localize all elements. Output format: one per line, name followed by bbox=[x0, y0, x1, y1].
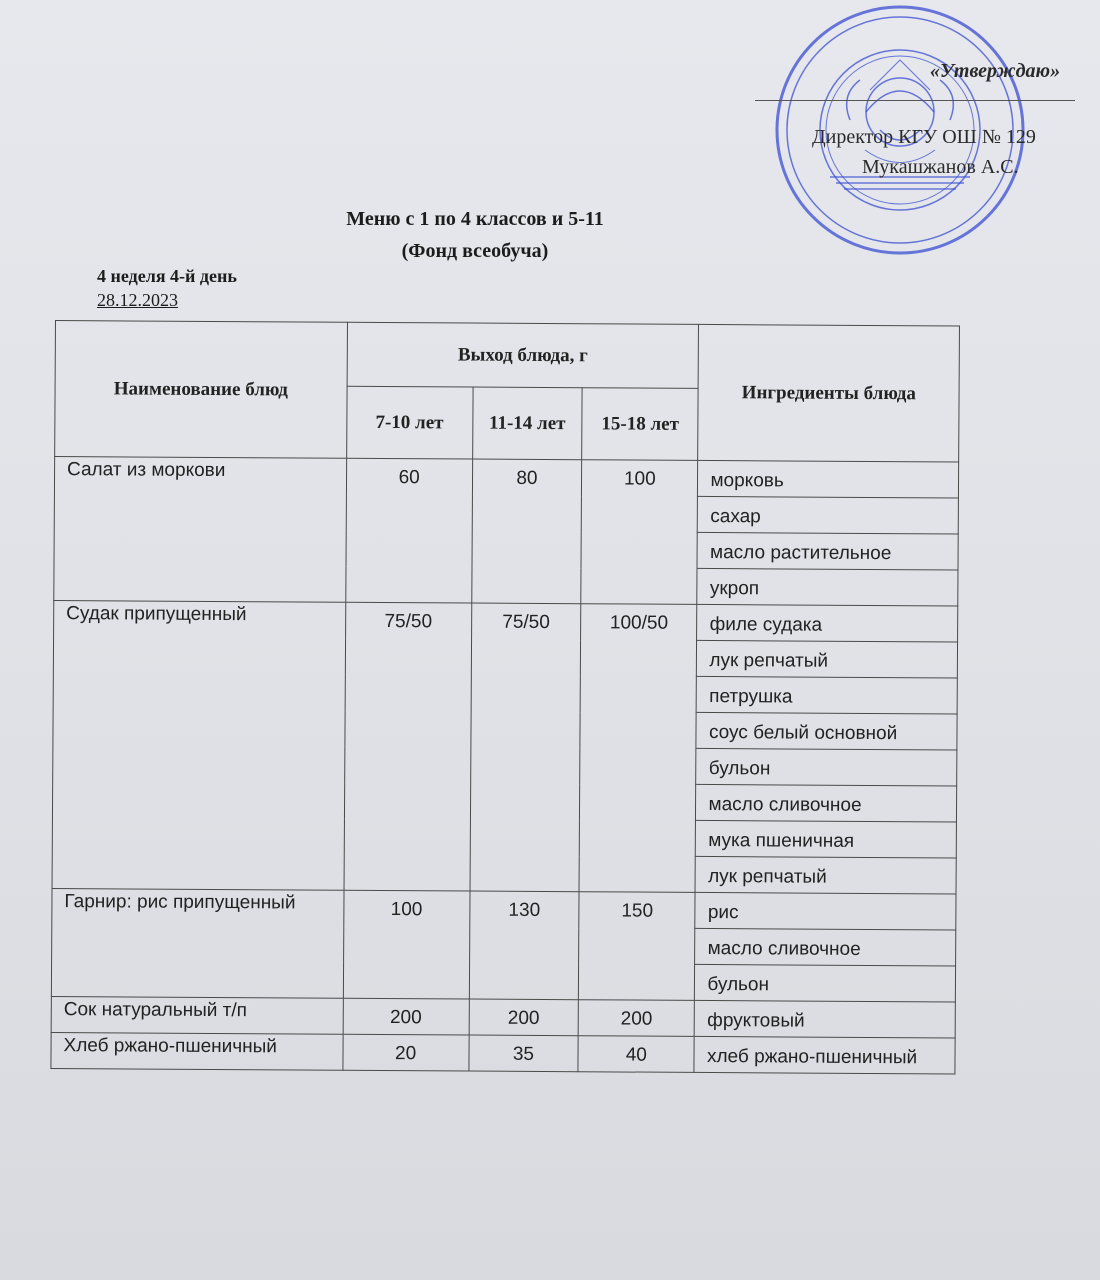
dish-name: Сок натуральный т/п bbox=[51, 996, 343, 1034]
output-15-18: 100 bbox=[581, 460, 698, 605]
header-dish-name: Наименование блюд bbox=[55, 321, 347, 459]
ingredient-cell: масло растительное bbox=[697, 532, 958, 570]
ingredient-cell: сахар bbox=[698, 496, 959, 534]
dish-name: Судак припущенный bbox=[52, 600, 345, 890]
approval-signature-line bbox=[755, 100, 1075, 101]
week-day-label: 4 неделя 4-й день bbox=[97, 266, 237, 286]
table-row bbox=[51, 996, 955, 1038]
ingredient-cell: соус белый основной bbox=[696, 712, 957, 750]
approval-position: Директор КГУ ОШ № 129 bbox=[812, 126, 1036, 148]
ingredient-cell: фруктовый bbox=[695, 1000, 956, 1038]
header-output: Выход блюда, г bbox=[347, 322, 699, 388]
ingredient-cell: бульон bbox=[695, 964, 956, 1002]
output-7-10: 20 bbox=[343, 1034, 469, 1071]
output-11-14: 200 bbox=[469, 999, 579, 1036]
output-15-18: 150 bbox=[579, 892, 696, 1001]
output-11-14: 35 bbox=[469, 1035, 579, 1072]
table-row bbox=[54, 457, 958, 499]
output-11-14: 80 bbox=[471, 459, 581, 604]
table-row bbox=[52, 888, 956, 930]
ingredient-cell: укроп bbox=[697, 568, 958, 606]
header-ingredients: Ингредиенты блюда bbox=[698, 324, 959, 462]
output-7-10: 60 bbox=[345, 458, 472, 603]
output-7-10: 200 bbox=[343, 998, 469, 1035]
table-header-row bbox=[55, 321, 959, 391]
ingredient-cell: масло сливочное bbox=[696, 784, 957, 822]
menu-date: 28.12.2023 bbox=[97, 290, 178, 310]
output-15-18: 100/50 bbox=[579, 604, 697, 893]
output-15-18: 40 bbox=[578, 1036, 695, 1073]
output-7-10: 100 bbox=[343, 890, 470, 999]
header-age-7-10: 7-10 лет bbox=[346, 386, 472, 459]
table-row bbox=[51, 1032, 955, 1074]
ingredient-cell: петрушка bbox=[697, 676, 958, 714]
ingredient-cell: лук репчатый bbox=[695, 856, 956, 894]
ingredient-cell: рис bbox=[695, 892, 956, 930]
ingredient-cell: морковь bbox=[698, 460, 959, 498]
dish-name: Салат из моркови bbox=[54, 457, 346, 603]
output-11-14: 130 bbox=[469, 891, 579, 1000]
table-row bbox=[54, 600, 958, 642]
dish-name: Хлеб ржано-пшеничный bbox=[51, 1032, 343, 1070]
output-11-14: 75/50 bbox=[470, 603, 581, 892]
ingredient-cell: мука пшеничная bbox=[696, 820, 957, 858]
ingredient-cell: филе судака bbox=[697, 604, 958, 642]
ingredient-cell: лук репчатый bbox=[697, 640, 958, 678]
document-title: Меню с 1 по 4 классов и 5-11 bbox=[346, 208, 604, 230]
output-7-10: 75/50 bbox=[344, 602, 472, 891]
header-age-11-14: 11-14 лет bbox=[472, 387, 582, 460]
header-age-15-18: 15-18 лет bbox=[582, 388, 699, 461]
document-subtitle: (Фонд всеобуча) bbox=[401, 240, 549, 262]
ingredient-cell: масло сливочное bbox=[695, 928, 956, 966]
ingredient-cell: хлеб ржано-пшеничный bbox=[694, 1036, 955, 1074]
menu-table bbox=[50, 320, 960, 1075]
approval-title: «Утверждаю» bbox=[930, 60, 1061, 82]
dish-name: Гарнир: рис припущенный bbox=[51, 888, 343, 998]
menu-table-body bbox=[51, 457, 959, 1075]
approval-name: Мукашжанов А.С. bbox=[862, 156, 1019, 178]
ingredient-cell: бульон bbox=[696, 748, 957, 786]
output-15-18: 200 bbox=[578, 1000, 695, 1037]
